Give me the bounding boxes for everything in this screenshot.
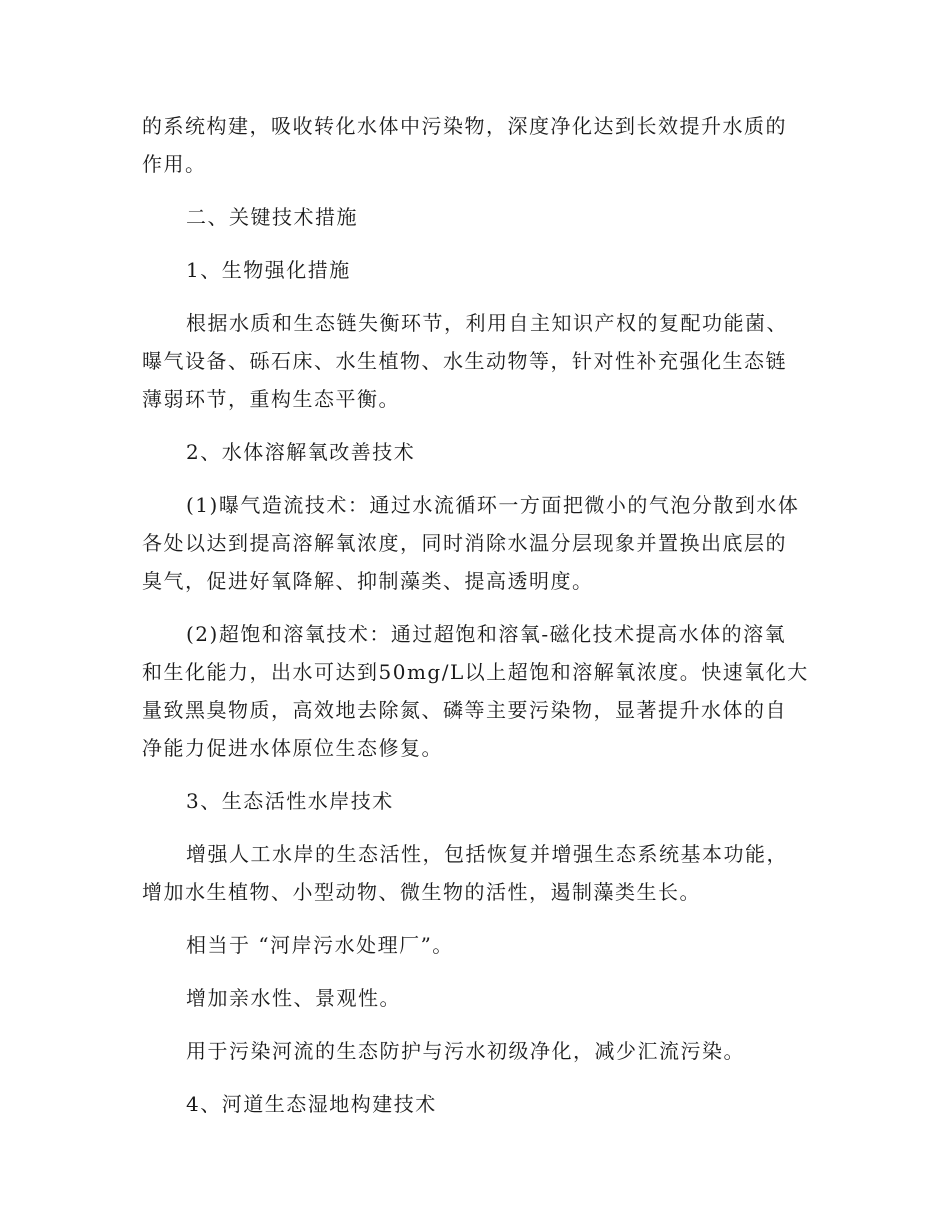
paragraph-line: 薄弱环节，重构生态平衡。 (142, 387, 400, 411)
paragraph-line: 增加水生植物、小型动物、微生物的活性，遏制藻类生长。 (142, 880, 701, 904)
subsection-heading: 1、生物强化措施 (186, 258, 351, 282)
paragraph-line: 净能力促进水体原位生态修复。 (142, 736, 443, 760)
paragraph-line: 增强人工水岸的生态活性，包括恢复并增强生态系统基本功能， (186, 842, 788, 866)
paragraph-line: (2)超饱和溶氧技术：通过超饱和溶氧-磁化技术提高水体的溶氧 (186, 622, 787, 646)
subsection-heading: 2、水体溶解氧改善技术 (186, 440, 416, 464)
subsection-heading: 4、河道生态湿地构建技术 (186, 1092, 437, 1116)
paragraph-line: 用于污染河流的生态防护与污水初级净化，减少汇流污染。 (186, 1039, 745, 1063)
paragraph-line: 各处以达到提高溶解氧浓度，同时消除水温分层现象并置换出底层的 (142, 531, 787, 555)
paragraph-line: 曝气设备、砾石床、水生植物、水生动物等，针对性补充强化生态链 (142, 349, 787, 373)
paragraph-line: 作用。 (142, 152, 207, 176)
paragraph-line: 量致黑臭物质，高效地去除氮、磷等主要污染物，显著提升水体的自 (142, 698, 787, 722)
section-heading: 二、关键技术措施 (186, 205, 358, 229)
paragraph-line: 增加亲水性、景观性。 (186, 986, 401, 1010)
subsection-heading: 3、生态活性水岸技术 (186, 789, 394, 813)
paragraph-line: (1)曝气造流技术：通过水流循环一方面把微小的气泡分散到水体 (186, 493, 800, 517)
paragraph-line: 相当于 “河岸污水处理厂”。 (186, 933, 454, 957)
paragraph-line: 根据水质和生态链失衡环节，利用自主知识产权的复配功能菌、 (186, 311, 788, 335)
paragraph-line: 和生化能力，出水可达到50mg/L以上超饱和溶解氧浓度。快速氧化大 (142, 660, 809, 684)
paragraph-line: 的系统构建，吸收转化水体中污染物，深度净化达到长效提升水质的 (142, 114, 787, 138)
paragraph-line: 臭气，促进好氧降解、抑制藻类、提高透明度。 (142, 569, 594, 593)
